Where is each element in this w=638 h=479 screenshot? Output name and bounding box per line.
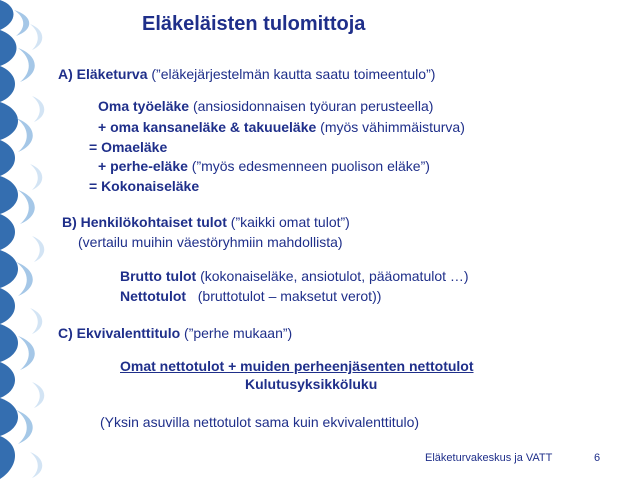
section-a-heading-bold: A) Eläketurva: [58, 66, 148, 82]
section-b-line-2: [120, 288, 381, 305]
line-bold: Nettotulot: [120, 288, 187, 304]
page-number: 6: [594, 452, 601, 464]
decorative-wave-band: [0, 0, 60, 479]
section-a-line-1: [98, 98, 433, 115]
line-rest: (ansiosidonnaisen työuran perusteella): [189, 98, 434, 114]
section-b-subline: (vertailu muihin väestöryhmiin mahdollista): [78, 234, 343, 250]
section-a-line-2: [98, 119, 465, 136]
line-bold: + oma kansaneläke & takuueläke: [98, 119, 317, 135]
footer-organization: Eläketurvakeskus ja VATT: [425, 452, 553, 464]
slide-title: Eläkeläisten tulomittoja: [142, 13, 366, 35]
section-a-heading: [58, 66, 435, 83]
section-b-heading: [62, 214, 350, 231]
line-rest: (bruttotulot – maksetut verot)): [186, 288, 382, 304]
section-b-line-1: [120, 268, 469, 285]
section-c-heading-rest: (”perhe mukaan”): [180, 325, 293, 341]
section-a-line-5: [89, 178, 199, 195]
section-c-note: (Yksin asuvilla nettotulot sama kuin ekvivalenttitulo): [100, 414, 420, 430]
section-b-heading-rest: (”kaikki omat tulot”): [226, 214, 350, 230]
section-a-line-3: [89, 139, 167, 156]
section-a-line-4: [98, 158, 430, 175]
section-c-heading-bold: C) Ekvivalenttitulo: [58, 325, 181, 341]
section-b-heading-bold: B) Henkilökohtaiset tulot: [62, 214, 227, 230]
line-rest: (kokonaiseläke, ansiotulot, pääomatulot …): [196, 268, 469, 284]
section-c-heading: [58, 325, 292, 342]
line-rest: (”myös edesmenneen puolison eläke”): [187, 158, 430, 174]
line-bold: = Omaeläke: [89, 139, 168, 155]
section-a-heading-rest: (”eläkejärjestelmän kautta saatu toimeentulo”): [147, 66, 436, 82]
fraction-numerator: Omat nettotulot + muiden perheenjäsenten nettotulot: [120, 358, 474, 374]
line-bold: Brutto tulot: [120, 268, 197, 284]
line-bold: = Kokonaiseläke: [89, 178, 200, 194]
line-bold: Oma työeläke: [98, 98, 190, 114]
line-bold: + perhe-eläke: [98, 158, 188, 174]
fraction-denominator: Kulutusyksikköluku: [245, 376, 378, 392]
line-rest: (myös vähimmäisturva): [316, 119, 465, 135]
